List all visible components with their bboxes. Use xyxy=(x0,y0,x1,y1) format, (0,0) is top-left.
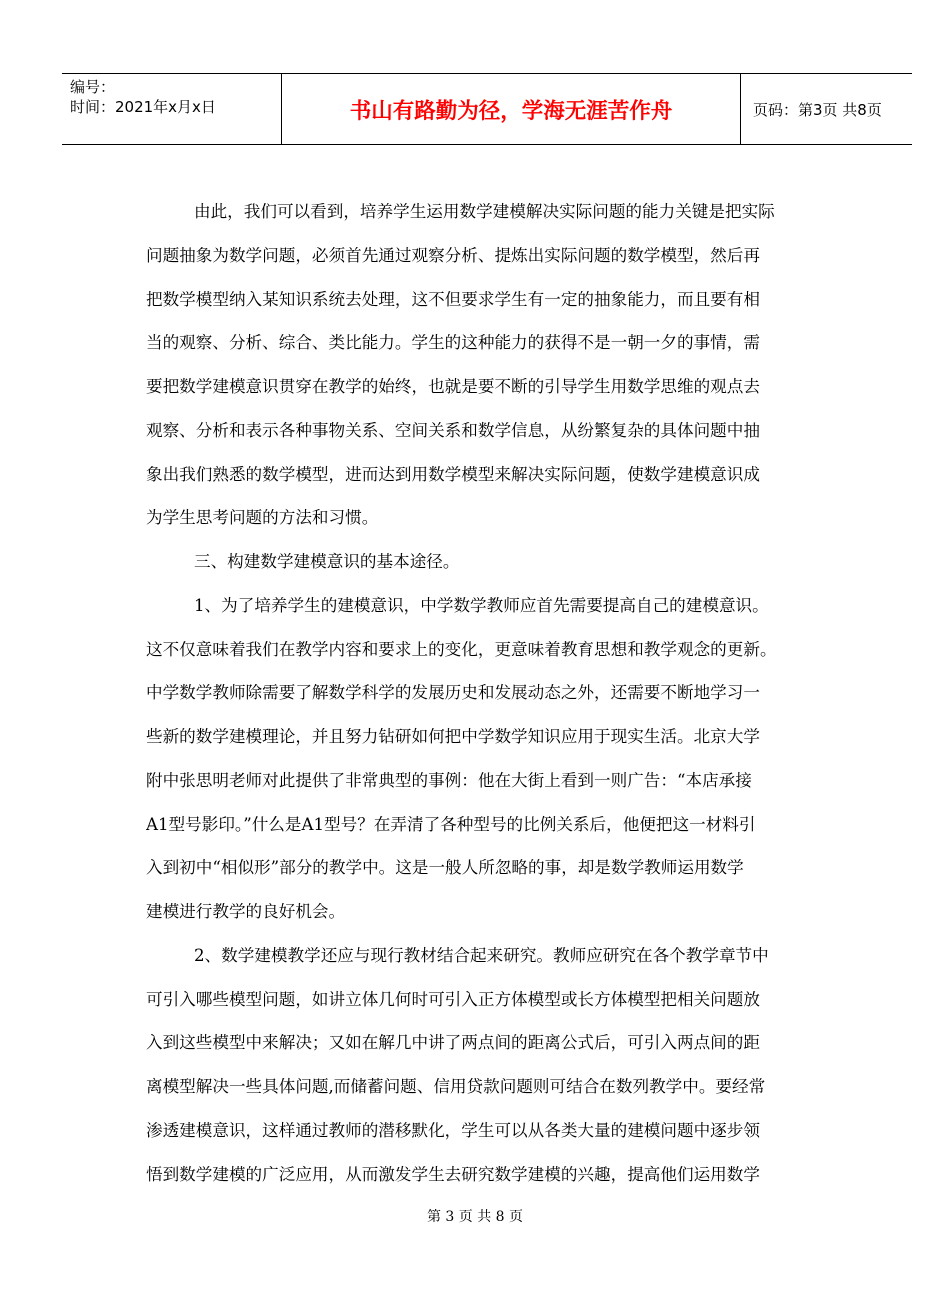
body-line: 1、为了培养学生的建模意识，中学数学教师应首先需要提高自己的建模意识。 xyxy=(194,595,769,615)
body-line: 离模型解决一些具体问题,而储蓄问题、信用贷款问题则可结合在数列教学中。要经常 xyxy=(146,1077,766,1096)
body-line: 可引入哪些模型问题，如讲立体几何时可引入正方体模型或长方体模型把相关问题放 xyxy=(146,989,760,1009)
page-footer: 第 3 页 共 8 页 xyxy=(426,1209,524,1225)
document-body xyxy=(146,190,836,1196)
body-line: 这不仅意味着我们在教学内容和要求上的变化，更意味着教育思想和教学观念的更新。 xyxy=(146,639,777,659)
body-line: 渗透建模意识，这样通过教师的潜移默化，学生可以从各类大量的建模问题中逐步领 xyxy=(146,1120,760,1140)
body-line: 2、数学建模教学还应与现行教材结合起来研究。教师应研究在各个教学章节中 xyxy=(194,945,769,965)
body-line: 观察、分析和表示各种事物关系、空间关系和数学信息，从纷繁复杂的具体问题中抽 xyxy=(146,420,760,440)
body-line: 象出我们熟悉的数学模型，进而达到用数学模型来解决实际问题，使数学建模意识成 xyxy=(146,464,760,484)
body-line: A1型号影印。”什么是A1型号？在弄清了各种型号的比例关系后，他便把这一材料引 xyxy=(146,814,756,834)
header-motto: 书山有路勤为径，学海无涯苦作舟 xyxy=(349,98,673,124)
document-number-label: 编号： xyxy=(70,78,116,96)
body-line: 为学生思考问题的方法和习惯。 xyxy=(146,508,379,528)
header-page-number: 页码：第3页 共8页 xyxy=(753,100,882,119)
body-line: 中学数学教师除需要了解数学科学的发展历史和发展动态之外，还需要不断地学习一 xyxy=(146,683,760,703)
body-line: 些新的数学建模理论，并且努力钻研如何把中学数学知识应用于现实生活。北京大学 xyxy=(146,727,760,746)
section-heading: 三、构建数学建模意识的基本途径。 xyxy=(194,552,460,571)
document-time-label: 时间：2021年x月x日 xyxy=(70,98,216,116)
body-line: 问题抽象为数学问题，必须首先通过观察分析、提炼出实际问题的数学模型，然后再 xyxy=(146,245,760,265)
body-line: 由此，我们可以看到，培养学生运用数学建模解决实际问题的能力关键是把实际 xyxy=(194,202,775,221)
header-meta-cell xyxy=(62,74,281,144)
body-line: 要把数学建模意识贯穿在教学的始终，也就是要不断的引导学生用数学思维的观点去 xyxy=(146,377,760,396)
document-header xyxy=(62,73,912,145)
body-line: 把数学模型纳入某知识系统去处理，这不但要求学生有一定的抽象能力，而且要有相 xyxy=(146,289,760,309)
body-line: 附中张思明老师对此提供了非常典型的事例：他在大街上看到一则广告：“本店承接 xyxy=(146,770,752,790)
body-line: 建模进行教学的良好机会。 xyxy=(146,902,346,921)
body-line: 当的观察、分析、综合、类比能力。学生的这种能力的获得不是一朝一夕的事情，需 xyxy=(146,333,760,353)
body-line: 悟到数学建模的广泛应用，从而激发学生去研究数学建模的兴趣，提高他们运用数学 xyxy=(146,1164,760,1184)
header-motto-cell xyxy=(281,74,741,144)
body-line: 入到这些模型中来解决；又如在解几中讲了两点间的距离公式后，可引入两点间的距 xyxy=(146,1033,760,1053)
body-line: 入到初中“相似形”部分的教学中。这是一般人所忽略的事，却是数学教师运用数学 xyxy=(146,858,744,878)
header-page-cell xyxy=(741,74,912,144)
